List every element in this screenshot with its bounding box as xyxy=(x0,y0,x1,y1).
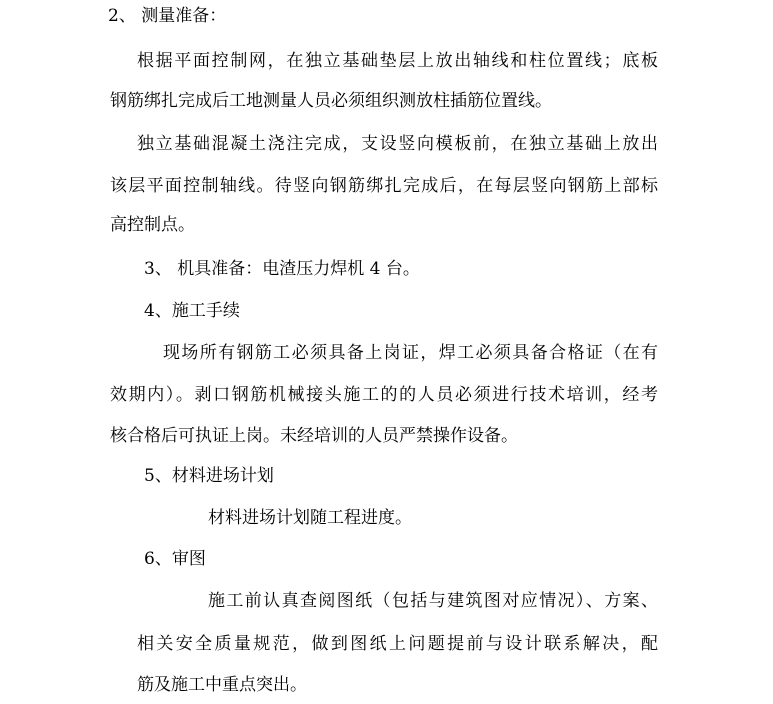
paragraph-line: 效期内）。剥口钢筋机械接头施工的的人员必须进行技术培训，经考 xyxy=(110,385,658,405)
section-heading: 4、施工手续 xyxy=(144,301,240,321)
section-heading: 2、 测量准备： xyxy=(108,6,227,26)
paragraph-line: 筋及施工中重点突出。 xyxy=(137,675,307,695)
paragraph-line: 独立基础混凝土浇注完成，支设竖向模板前，在独立基础上放出 xyxy=(137,134,658,154)
paragraph-line: 高控制点。 xyxy=(110,215,195,235)
paragraph-line: 现场所有钢筋工必须具备上岗证，焊工必须具备合格证（在有 xyxy=(163,343,658,363)
paragraph-line: 材料进场计划随工程进度。 xyxy=(208,508,412,528)
paragraph-line: 相关安全质量规范，做到图纸上问题提前与设计联系解决，配 xyxy=(137,634,658,654)
paragraph-line: 核合格后可执证上岗。未经培训的人员严禁操作设备。 xyxy=(110,426,518,446)
section-heading: 3、 机具准备：电渣压力焊机 4 台。 xyxy=(144,259,420,279)
paragraph-line: 施工前认真查阅图纸（包括与建筑图对应情况）、方案、 xyxy=(208,591,658,611)
paragraph-line: 钢筋绑扎完成后工地测量人员必须组织测放柱插筋位置线。 xyxy=(110,91,552,111)
paragraph-line: 根据平面控制网，在独立基础垫层上放出轴线和柱位置线；底板 xyxy=(137,51,658,71)
section-heading: 6、审图 xyxy=(144,549,206,569)
paragraph-line: 该层平面控制轴线。待竖向钢筋绑扎完成后，在每层竖向钢筋上部标 xyxy=(110,176,658,196)
section-heading: 5、材料进场计划 xyxy=(144,466,274,486)
